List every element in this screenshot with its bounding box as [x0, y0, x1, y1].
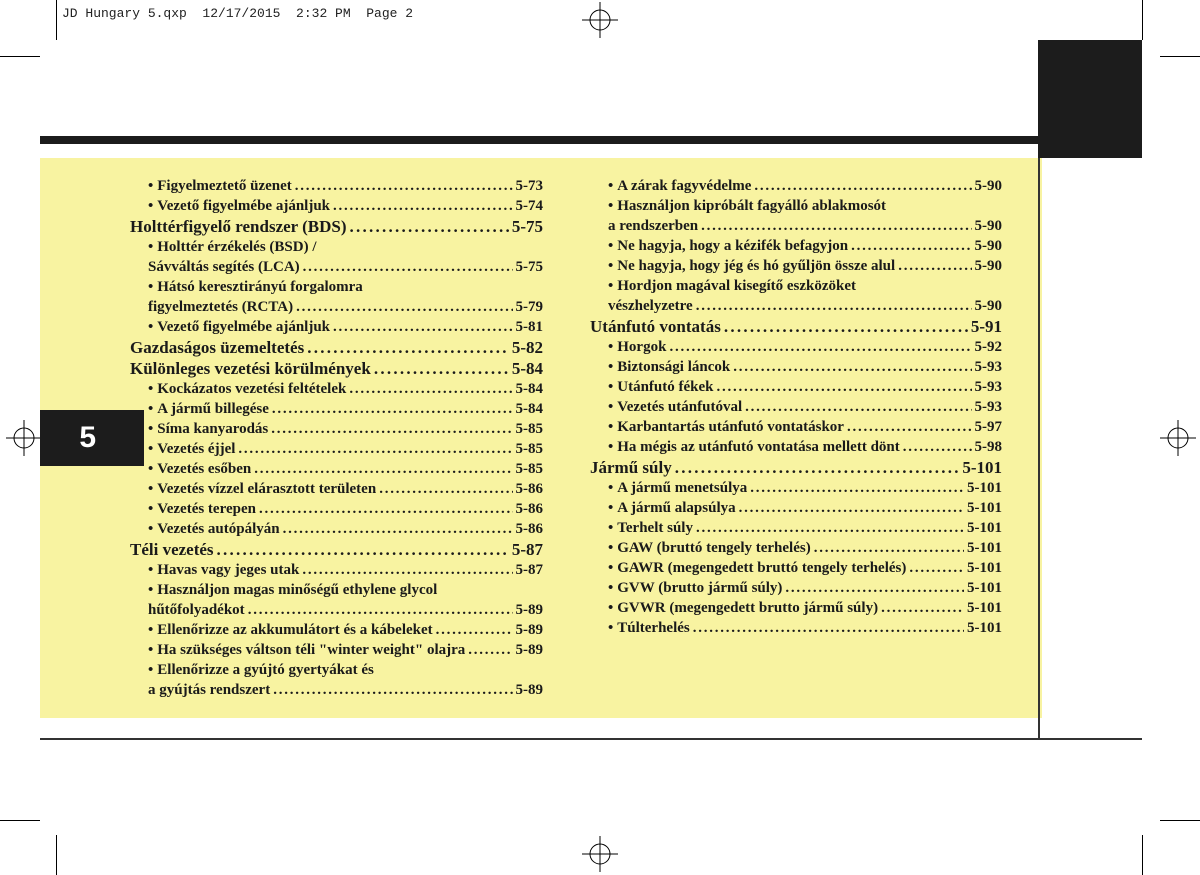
toc-entry-sub[interactable] [130, 479, 543, 499]
leader-dots [349, 379, 512, 399]
toc-page-number: 5-87 [511, 540, 543, 559]
leader-dots [272, 399, 513, 419]
bullet-icon: • [148, 521, 154, 537]
top-rule [40, 136, 1142, 144]
toc-entry-sub[interactable] [590, 598, 1002, 618]
toc-page-number: 5-89 [515, 682, 543, 698]
toc-entry-sub[interactable] [130, 379, 543, 399]
bullet-icon: • [608, 419, 614, 435]
toc-page-number: 5-90 [974, 178, 1002, 194]
toc-entry-title: Gazdaságos üzemeltetés [130, 338, 305, 357]
crop-mark [1160, 56, 1200, 57]
leader-dots [847, 417, 972, 437]
leader-dots [238, 439, 512, 459]
toc-entry-sub[interactable] [590, 397, 1002, 417]
toc-entry-title: Síma kanyarodás [157, 421, 269, 437]
toc-page-number: 5-86 [515, 481, 543, 497]
leader-dots [675, 457, 960, 478]
bullet-icon: • [608, 520, 614, 536]
toc-entry-title: Sávváltás segítés (LCA) [148, 259, 300, 275]
toc-page-number: 5-89 [515, 602, 543, 618]
toc-entry-continuation[interactable] [590, 296, 1002, 316]
registration-mark-icon [582, 836, 618, 872]
crop-mark [56, 835, 57, 875]
toc-entry-main[interactable] [130, 358, 543, 379]
toc-entry-main[interactable] [130, 539, 543, 560]
toc-page-number: 5-89 [515, 622, 543, 638]
registration-mark-icon [582, 2, 618, 38]
toc-entry-title: Ha mégis az utánfutó vontatása mellett dönt [617, 439, 900, 455]
toc-entry-sub[interactable] [130, 176, 543, 196]
leader-dots [302, 560, 512, 580]
bullet-icon: • [148, 178, 154, 194]
toc-entry-sub[interactable] [590, 196, 1002, 216]
toc-page-number: 5-93 [974, 399, 1002, 415]
leader-dots [283, 519, 513, 539]
leader-dots [374, 358, 509, 379]
leader-dots [693, 618, 964, 638]
leader-dots [754, 176, 971, 196]
toc-entry-title: Holttér érzékelés (BSD) / [157, 239, 317, 255]
leader-dots [733, 357, 971, 377]
toc-right-column [590, 176, 1002, 638]
leader-dots [259, 499, 513, 519]
bullet-icon: • [608, 560, 614, 576]
print-slug: JD Hungary 5.qxp 12/17/2015 2:32 PM Page 2 [62, 6, 414, 21]
toc-entry-title: Terhelt súly [617, 520, 693, 536]
toc-entry-title: Havas vagy jeges utak [157, 562, 300, 578]
leader-dots [468, 640, 512, 660]
toc-entry-sub[interactable] [590, 276, 1002, 296]
leader-dots [217, 539, 509, 560]
leader-dots [696, 296, 972, 316]
toc-page-number: 5-93 [974, 379, 1002, 395]
bullet-icon: • [148, 319, 154, 335]
toc-entry-continuation[interactable] [590, 216, 1002, 236]
crop-mark [1142, 835, 1143, 875]
bullet-icon: • [608, 620, 614, 636]
toc-entry-title: Holttérfigyelő rendszer (BDS) [130, 217, 347, 236]
toc-entry-sub[interactable] [130, 459, 543, 479]
toc-entry-sub[interactable] [590, 518, 1002, 538]
toc-page-number: 5-101 [967, 560, 1002, 576]
toc-entry-title: Kockázatos vezetési feltételek [157, 381, 347, 397]
toc-entry-sub[interactable] [130, 196, 543, 216]
bullet-icon: • [148, 481, 154, 497]
toc-page-number: 5-91 [970, 317, 1002, 336]
toc-entry-title: Ne hagyja, hogy a kézifék befagyjon [617, 238, 849, 254]
toc-page-number: 5-97 [974, 419, 1002, 435]
toc-entry-title: Karbantartás utánfutó vontatáskor [617, 419, 844, 435]
bullet-icon: • [148, 421, 154, 437]
toc-entry-title: Vezetés autópályán [157, 521, 280, 537]
toc-page-number: 5-101 [967, 540, 1002, 556]
crop-mark [1142, 0, 1143, 40]
toc-entry-continuation[interactable] [130, 257, 543, 277]
toc-entry-title: Utánfutó fékek [617, 379, 714, 395]
bullet-icon: • [608, 258, 614, 274]
toc-entry-title: A zárak fagyvédelme [617, 178, 752, 194]
chapter-tab: 5 [40, 410, 144, 466]
bullet-icon: • [608, 198, 614, 214]
registration-mark-icon [1160, 420, 1196, 456]
toc-entry-title: Vezetés vízzel elárasztott területen [157, 481, 377, 497]
toc-entry-main[interactable] [130, 216, 543, 237]
bullet-icon: • [148, 198, 154, 214]
bottom-rule [40, 738, 1142, 740]
toc-page-number: 5-92 [974, 339, 1002, 355]
toc-page-number: 5-85 [515, 461, 543, 477]
toc-page-number: 5-86 [515, 521, 543, 537]
leader-dots [303, 257, 513, 277]
bullet-icon: • [608, 500, 614, 516]
toc-entry-sub[interactable] [590, 478, 1002, 498]
toc-entry-title: Biztonsági láncok [617, 359, 731, 375]
toc-entry-sub[interactable] [590, 417, 1002, 437]
toc-entry-title: Jármű súly [590, 458, 672, 477]
crop-mark [0, 56, 40, 57]
toc-entry-sub[interactable] [590, 558, 1002, 578]
toc-entry-title: Vezető figyelmébe ajánljuk [157, 319, 331, 335]
toc-page-number: 5-101 [967, 500, 1002, 516]
leader-dots [745, 397, 971, 417]
toc-page-number: 5-90 [974, 298, 1002, 314]
bullet-icon: • [148, 401, 154, 417]
leader-dots [701, 216, 971, 236]
leader-dots [350, 216, 509, 237]
toc-entry-sub[interactable] [130, 419, 543, 439]
toc-entry-sub[interactable] [130, 399, 543, 419]
bullet-icon: • [608, 439, 614, 455]
toc-entry-title: a rendszerben [608, 218, 699, 234]
toc-page-number: 5-82 [511, 338, 543, 357]
leader-dots [307, 337, 509, 358]
bullet-icon: • [608, 580, 614, 596]
bullet-icon: • [608, 540, 614, 556]
margin-rule [1038, 158, 1040, 738]
toc-entry-sub[interactable] [130, 640, 543, 660]
bullet-icon: • [608, 178, 614, 194]
toc-entry-title: Utánfutó vontatás [590, 317, 721, 336]
toc-entry-sub[interactable] [130, 439, 543, 459]
toc-entry-title: GVW (brutto jármű súly) [617, 580, 783, 596]
toc-entry-title: Ne hagyja, hogy jég és hó gyűljön össze alul [617, 258, 896, 274]
leader-dots [881, 598, 964, 618]
toc-entry-sub[interactable] [130, 620, 543, 640]
toc-page-number: 5-75 [515, 259, 543, 275]
toc-entry-continuation[interactable] [130, 297, 543, 317]
toc-page-number: 5-85 [515, 441, 543, 457]
bullet-icon: • [148, 441, 154, 457]
toc-entry-sub[interactable] [590, 578, 1002, 598]
toc-page-number: 5-93 [974, 359, 1002, 375]
leader-dots [273, 680, 512, 700]
bullet-icon: • [148, 501, 154, 517]
toc-entry-title: GVWR (megengedett brutto jármű súly) [617, 600, 879, 616]
leader-dots [669, 337, 971, 357]
leader-dots [436, 620, 513, 640]
toc-entry-title: Használjon magas minőségű ethylene glycol [157, 582, 438, 598]
toc-page-number: 5-89 [515, 642, 543, 658]
toc-entry-title: Vezető figyelmébe ajánljuk [157, 198, 331, 214]
toc-entry-title: Horgok [617, 339, 667, 355]
toc-entry-title: figyelmeztetés (RCTA) [148, 299, 294, 315]
toc-entry-sub[interactable] [130, 580, 543, 600]
toc-entry-sub[interactable] [130, 317, 543, 337]
toc-entry-title: GAW (bruttó tengely terhelés) [617, 540, 811, 556]
toc-entry-title: A jármű alapsúlya [617, 500, 736, 516]
toc-entry-title: Téli vezetés [130, 540, 214, 559]
leader-dots [814, 538, 964, 558]
leader-dots [271, 419, 512, 439]
toc-page-number: 5-87 [515, 562, 543, 578]
toc-page-number: 5-84 [515, 381, 543, 397]
crop-mark [0, 820, 40, 821]
leader-dots [696, 518, 964, 538]
toc-page-number: 5-101 [967, 480, 1002, 496]
bullet-icon: • [148, 279, 154, 295]
toc-entry-sub[interactable] [130, 277, 543, 297]
leader-dots [333, 317, 512, 337]
leader-dots [903, 437, 972, 457]
bullet-icon: • [148, 461, 154, 477]
crop-mark [1160, 820, 1200, 821]
toc-entry-title: GAWR (megengedett bruttó tengely terhelés) [617, 560, 907, 576]
toc-page-number: 5-86 [515, 501, 543, 517]
toc-page-number: 5-81 [515, 319, 543, 335]
toc-entry-title: Hordjon magával kisegítő eszközöket [617, 278, 856, 294]
toc-page-number: 5-79 [515, 299, 543, 315]
leader-dots [750, 478, 964, 498]
toc-entry-sub[interactable] [130, 237, 543, 257]
leader-dots [295, 176, 513, 196]
toc-entry-sub[interactable] [590, 256, 1002, 276]
toc-entry-sub[interactable] [590, 337, 1002, 357]
toc-entry-sub[interactable] [590, 538, 1002, 558]
bullet-icon: • [148, 642, 154, 658]
leader-dots [785, 578, 964, 598]
leader-dots [739, 498, 964, 518]
toc-entry-title: Használjon kipróbált fagyálló ablakmosót [617, 198, 887, 214]
toc-entry-title: Különleges vezetési körülmények [130, 359, 371, 378]
registration-mark-icon [6, 420, 42, 456]
bullet-icon: • [608, 339, 614, 355]
toc-page-number: 5-98 [974, 439, 1002, 455]
toc-entry-sub[interactable] [130, 660, 543, 680]
leader-dots [333, 196, 512, 216]
toc-entry-title: hűtőfolyadékot [148, 602, 245, 618]
bullet-icon: • [608, 480, 614, 496]
leader-dots [248, 600, 513, 620]
bullet-icon: • [608, 278, 614, 294]
toc-entry-title: vészhelyzetre [608, 298, 693, 314]
leader-dots [717, 377, 972, 397]
leader-dots [898, 256, 971, 276]
toc-entry-sub[interactable] [590, 357, 1002, 377]
bullet-icon: • [148, 562, 154, 578]
leader-dots [296, 297, 512, 317]
toc-entry-title: A jármű menetsúlya [617, 480, 748, 496]
toc-entry-continuation[interactable] [130, 600, 543, 620]
toc-page-number: 5-101 [967, 600, 1002, 616]
crop-mark [56, 0, 57, 40]
toc-entry-main[interactable] [130, 337, 543, 358]
toc-entry-title: Ellenőrizze az akkumulátort és a kábeleket [157, 622, 433, 638]
leader-dots [851, 236, 971, 256]
toc-page-number: 5-73 [515, 178, 543, 194]
bullet-icon: • [608, 359, 614, 375]
leader-dots [379, 479, 512, 499]
toc-page-number: 5-101 [967, 520, 1002, 536]
toc-entry-title: Figyelmeztető üzenet [157, 178, 292, 194]
bullet-icon: • [148, 239, 154, 255]
toc-entry-sub[interactable] [130, 560, 543, 580]
toc-entry-title: a gyújtás rendszert [148, 682, 271, 698]
toc-entry-sub[interactable] [590, 236, 1002, 256]
toc-entry-continuation[interactable] [130, 680, 543, 700]
toc-entry-title: Vezetés éjjel [157, 441, 236, 457]
toc-page-number: 5-84 [511, 359, 543, 378]
bullet-icon: • [608, 399, 614, 415]
toc-entry-sub[interactable] [590, 618, 1002, 638]
leader-dots [909, 558, 964, 578]
toc-entry-title: Túlterhelés [617, 620, 690, 636]
toc-page-number: 5-85 [515, 421, 543, 437]
toc-entry-main[interactable] [590, 316, 1002, 337]
bullet-icon: • [148, 622, 154, 638]
toc-page-number: 5-101 [967, 620, 1002, 636]
toc-page-number: 5-90 [974, 218, 1002, 234]
bullet-icon: • [608, 600, 614, 616]
bullet-icon: • [148, 662, 154, 678]
bullet-icon: • [148, 582, 154, 598]
toc-entry-sub[interactable] [130, 499, 543, 519]
bullet-icon: • [608, 238, 614, 254]
toc-page-number: 5-90 [974, 258, 1002, 274]
toc-entry-title: Vezetés esőben [157, 461, 252, 477]
toc-page-number: 5-75 [511, 217, 543, 236]
toc-left-column [130, 176, 543, 700]
leader-dots [724, 316, 968, 337]
toc-entry-sub[interactable] [590, 437, 1002, 457]
toc-page-number: 5-101 [967, 580, 1002, 596]
toc-page-number: 5-101 [962, 458, 1002, 477]
toc-entry-title: Ellenőrizze a gyújtó gyertyákat és [157, 662, 374, 678]
bullet-icon: • [148, 381, 154, 397]
toc-entry-sub[interactable] [130, 519, 543, 539]
toc-entry-title: Vezetés utánfutóval [617, 399, 743, 415]
toc-entry-sub[interactable] [590, 377, 1002, 397]
bullet-icon: • [608, 379, 614, 395]
toc-entry-sub[interactable] [590, 498, 1002, 518]
toc-entry-title: Vezetés terepen [157, 501, 256, 517]
toc-page-number: 5-90 [974, 238, 1002, 254]
toc-page-number: 5-74 [515, 198, 543, 214]
toc-entry-title: Hátsó keresztirányú forgalomra [157, 279, 363, 295]
toc-entry-title: A jármű billegése [157, 401, 269, 417]
toc-entry-sub[interactable] [590, 176, 1002, 196]
toc-entry-title: Ha szükséges váltson téli "winter weight" olajra [157, 642, 466, 658]
toc-entry-main[interactable] [590, 457, 1002, 478]
leader-dots [254, 459, 512, 479]
toc-page-number: 5-84 [515, 401, 543, 417]
